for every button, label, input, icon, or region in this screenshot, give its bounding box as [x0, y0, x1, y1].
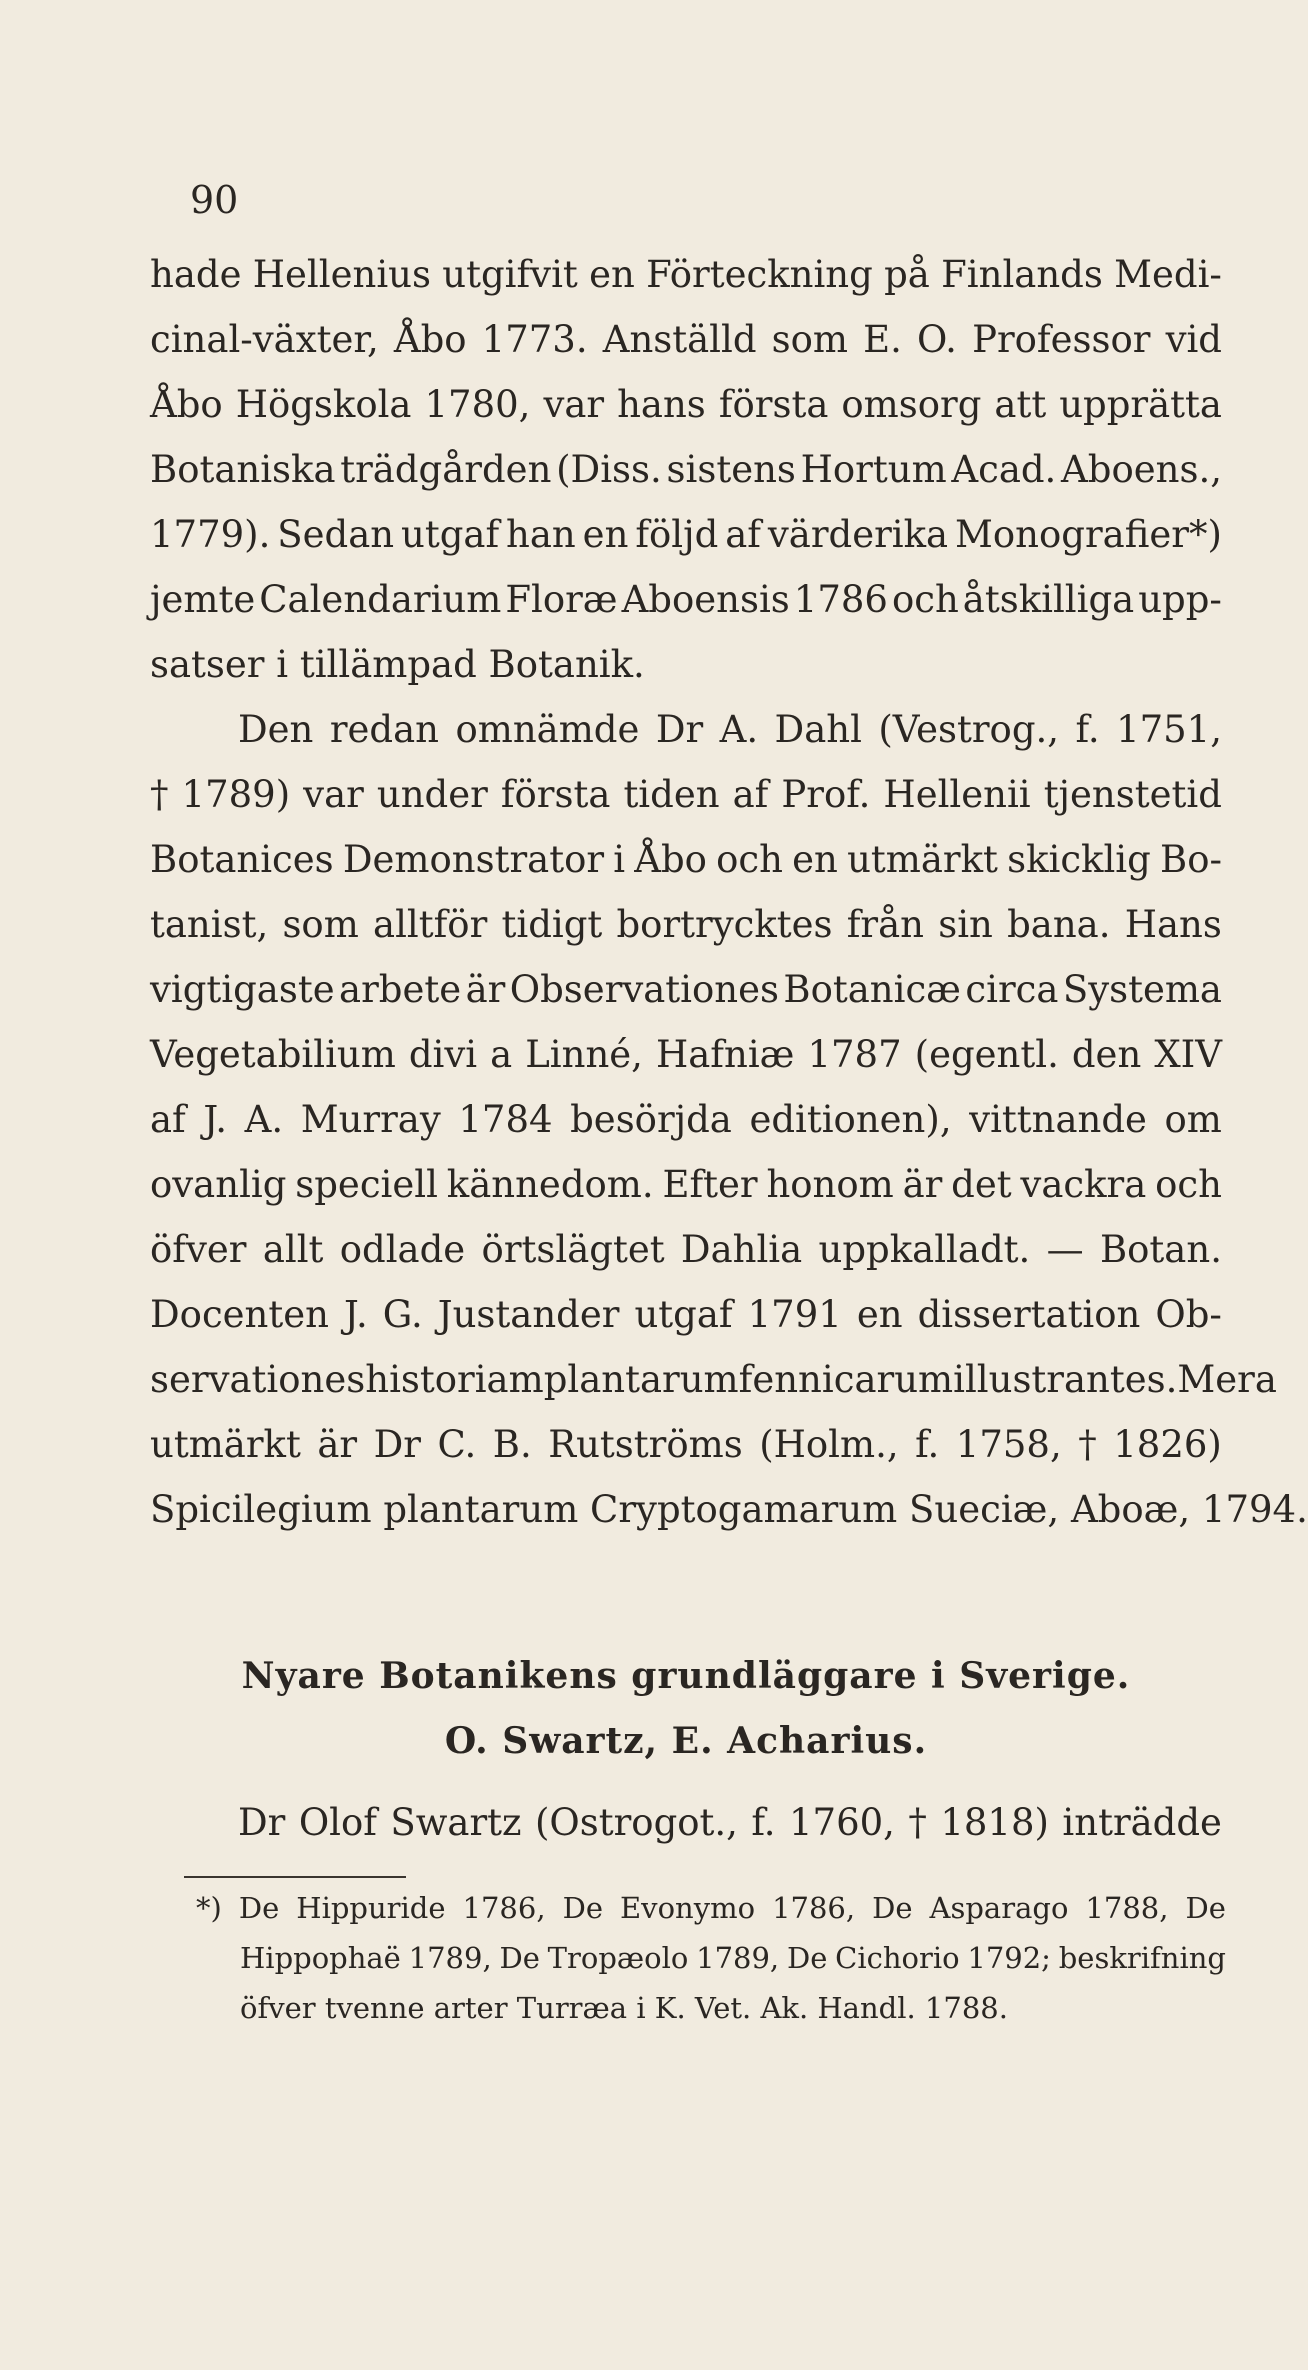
- footnote: [196, 1883, 1226, 2033]
- text-line: Spicilegium plantarum Cryptogamarum Sueciæ, Aboæ, 1794.: [150, 1488, 1308, 1531]
- section-heading: Nyare Botanikens grundläggare i Sverige.: [241, 1655, 1131, 1697]
- text-line: jemte Calendarium Floræ Aboensis 1786 och åtskilliga upp-: [150, 578, 1222, 621]
- text-line: Docenten J. G. Justander utgaf 1791 en dissertation Ob-: [150, 1293, 1222, 1336]
- text-line: utmärkt är Dr C. B. Rutströms (Holm., f. 1758, † 1826): [150, 1423, 1222, 1466]
- section-subheading: O. Swartz, E. Acharius.: [444, 1720, 928, 1762]
- footnote-line: öfver tvenne arter Turræa i K. Vet. Ak. Handl. 1788.: [240, 1991, 1008, 2025]
- section-intro: [150, 1790, 1222, 1855]
- text-line: servationes historiam plantarum fennicarum illustrantes. Mera: [150, 1358, 1277, 1401]
- text-line: Den redan omnämde Dr A. Dahl (Vestrog., f. 1751,: [238, 708, 1222, 751]
- footnote-divider: [184, 1876, 406, 1878]
- text-line: Botanices Demonstrator i Åbo och en utmärkt skicklig Bo-: [150, 838, 1222, 881]
- text-line: hade Hellenius utgifvit en Förteckning på Finlands Medi-: [150, 253, 1222, 296]
- text-line: tanist, som alltför tidigt bortrycktes från sin bana. Hans: [150, 903, 1222, 946]
- footnote-line: Hippophaë 1789, De Tropæolo 1789, De Cichorio 1792; beskrifning: [240, 1941, 1226, 1975]
- text-line: af J. A. Murray 1784 besörjda editionen), vittnande om: [150, 1098, 1222, 1141]
- body-text: [150, 242, 1308, 1542]
- text-line: satser i tillämpad Botanik.: [150, 643, 645, 686]
- text-line: 1779). Sedan utgaf han en följd af värderika Monografier*): [150, 513, 1222, 556]
- text-line: Botaniska trädgården (Diss. sistens Hortum Acad. Aboens.,: [150, 448, 1222, 491]
- text-line: ovanlig speciell kännedom. Efter honom är det vackra och: [150, 1163, 1222, 1206]
- text-line: vigtigaste arbete är Observationes Botanicæ circa Systema: [150, 968, 1222, 1011]
- text-line: † 1789) var under första tiden af Prof. Hellenii tjenstetid: [150, 773, 1222, 816]
- footnote-line: *) De Hippuride 1786, De Evonymo 1786, De Asparago 1788, De: [196, 1891, 1226, 1925]
- text-line: Vegetabilium divi a Linné, Hafniæ 1787 (egentl. den XIV: [150, 1033, 1222, 1076]
- text-line: cinal-växter, Åbo 1773. Anställd som E. O. Professor vid: [150, 318, 1222, 361]
- text-line: öfver allt odlade örtslägtet Dahlia uppkalladt. — Botan.: [150, 1228, 1222, 1271]
- text-line: Åbo Högskola 1780, var hans första omsorg att upprätta: [150, 383, 1222, 426]
- page-number: 90: [190, 178, 239, 222]
- text-line: Dr Olof Swartz (Ostrogot., f. 1760, † 1818) inträdde: [238, 1801, 1222, 1844]
